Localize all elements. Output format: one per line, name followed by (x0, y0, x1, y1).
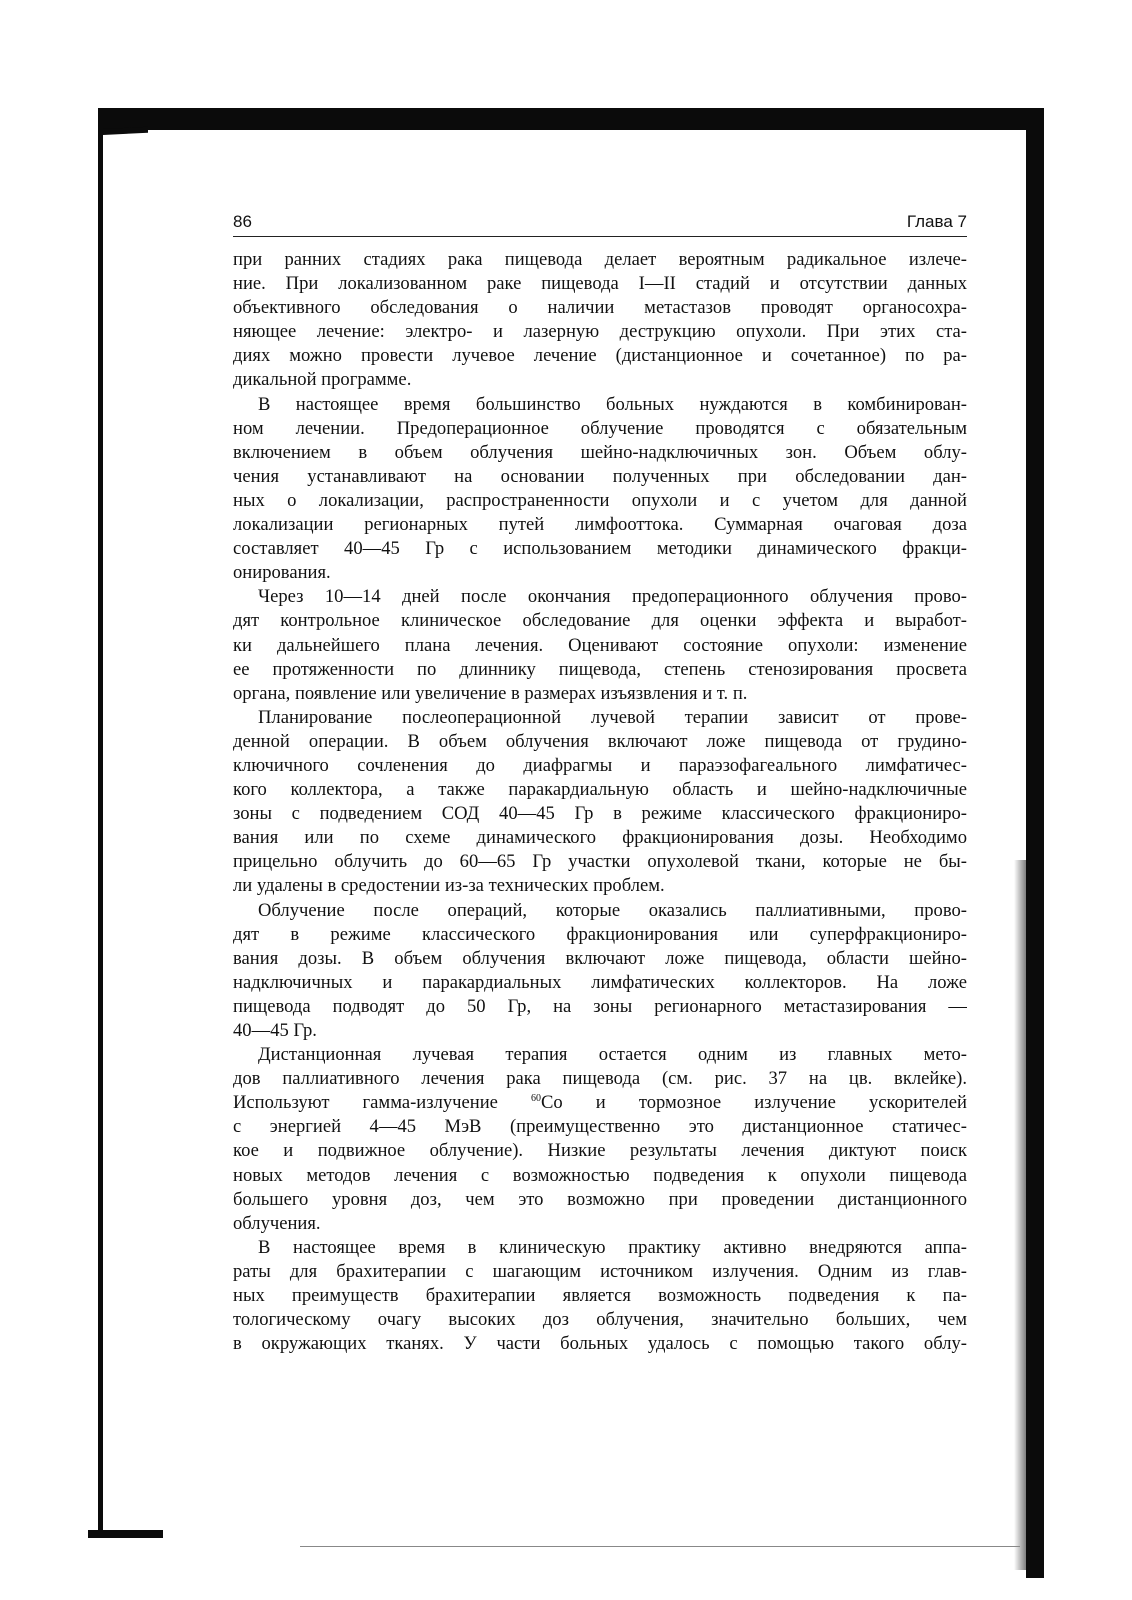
text-line: ных преимуществ брахитерапии является возможность подведения к па- (233, 1285, 967, 1307)
body-text (233, 248, 967, 1356)
isotope-superscript: 60 (531, 1093, 541, 1105)
text-line: онирования. (233, 562, 331, 584)
text-line: денной операции. В объем облучения включают ложе пищевода от грудино- (233, 730, 967, 752)
text-line: дят контрольное клиническое обследование для оценки эффекта и выработ- (233, 610, 967, 632)
text-line: ние. При локализованном раке пищевода I—II стадий и отсутствии данных (233, 273, 967, 295)
paragraph (233, 1043, 967, 1236)
text-line: вания или по схеме динамического фракционирования дозы. Необходимо (233, 827, 967, 849)
text-line: Облучение после операций, которые оказались паллиативными, прово- (258, 899, 967, 921)
text-line: ключичного сочленения до диафрагмы и параэзофагеального лимфатичес- (233, 754, 967, 776)
text-line: дов паллиативного лечения рака пищевода (см. рис. 37 на цв. вклейке). (233, 1068, 967, 1090)
text-line: включением в объем облучения шейно-надключичных зон. Объем облу- (233, 441, 967, 463)
scan-border-right (1026, 108, 1044, 1578)
paragraph (233, 899, 967, 1044)
text-line: локализации регионарных путей лимфооттока. Суммарная очаговая доза (233, 514, 967, 536)
text-line: прицельно облучить до 60—65 Гр участки опухолевой ткани, которые не бы- (233, 851, 967, 873)
text-line: ее протяженности по длиннику пищевода, степень стенозирования просвета (233, 658, 967, 680)
scan-border-notch (98, 127, 148, 136)
text-line: зоны с подведением СОД 40—45 Гр в режиме классического фракциониро- (233, 803, 967, 825)
text-line: Планирование послеоперационной лучевой терапии зависит от прове- (258, 706, 967, 728)
paragraph (233, 393, 967, 586)
page-number: 86 (233, 212, 252, 231)
text-line: кое и подвижное облучение). Низкие результаты лечения диктуют поиск (233, 1140, 967, 1162)
text-line: с энергией 4—45 МэВ (преимущественно это дистанционное статичес- (233, 1116, 967, 1138)
text-line: составляет 40—45 Гр с использованием методики динамического фракци- (233, 538, 967, 560)
text-line: пищевода подводят до 50 Гр, на зоны регионарного метастазирования — (233, 995, 967, 1017)
text-line: надключичных и паракардиальных лимфатических коллекторов. На ложе (233, 971, 967, 993)
text-line: раты для брахитерапии с шагающим источником излучения. Одним из глав- (233, 1260, 967, 1282)
text-line: тологическому очагу высоких доз облучения, значительно больших, чем (233, 1309, 967, 1331)
text-line: ки дальнейшего плана лечения. Оценивают состояние опухоли: изменение (233, 634, 967, 656)
text-line: ном лечении. Предоперационное облучение проводятся с обязательным (233, 417, 967, 439)
text-line: няющее лечение: электро- и лазерную деструкцию опухоли. При этих ста- (233, 321, 967, 343)
scan-border-left (98, 108, 103, 1532)
text-line: Дистанционная лучевая терапия остается одним из главных мето- (258, 1044, 967, 1066)
text-line: при ранних стадиях рака пищевода делает вероятным радикальное излече- (233, 249, 967, 270)
text-line: 40—45 Гр. (233, 1020, 317, 1041)
text-line: Через 10—14 дней после окончания предоперационного облучения прово- (258, 586, 967, 608)
text-line: объективного обследования о наличии метастазов проводят органосохра- (233, 297, 967, 319)
paragraph (233, 585, 967, 705)
text-line: в окружающих тканях. У части больных удалось с помощью такого облу- (233, 1333, 967, 1355)
text-line: диях можно провести лучевое лечение (дистанционное и сочетанное) по ра- (233, 345, 967, 367)
text-line: кого коллектора, а также паракардиальную область и шейно-надключичные (233, 779, 967, 801)
text-line: дикальной программе. (233, 369, 412, 391)
scan-shadow-right (1014, 860, 1026, 1570)
text-line: В настоящее время большинство больных нуждаются в комбинирован- (258, 393, 967, 415)
text-line: органа, появление или увеличение в размерах изъязвления и т. п. (233, 682, 748, 704)
paragraph (233, 706, 967, 899)
paragraph (233, 1236, 967, 1356)
scan-bottom-rule (300, 1546, 1020, 1547)
text-line: облучения. (233, 1212, 321, 1234)
text-line: ли удалены в средостении из-за технических проблем. (233, 875, 665, 897)
text-line: дят в режиме классического фракционирования или суперфракциониро- (233, 923, 967, 945)
text-line: чения устанавливают на основании полученных при обследовании дан- (233, 465, 967, 487)
text-line: большего уровня доз, чем это возможно при проведении дистанционного (233, 1188, 967, 1210)
scan-border-bottom-left (88, 1530, 163, 1538)
paragraph (233, 248, 967, 393)
chapter-title: Глава 7 (906, 212, 967, 231)
text-line: В настоящее время в клиническую практику активно внедряются аппа- (258, 1236, 967, 1258)
running-header (233, 212, 967, 237)
text-line: Используют гамма-излучение $^{60}$Со и тормозное излучение ускорителей (233, 1092, 967, 1114)
scan-border-top (100, 108, 1044, 130)
text-line: вания дозы. В объем облучения включают ложе пищевода, области шейно- (233, 947, 967, 969)
text-line: ных о локализации, распространенности опухоли и с учетом для данной (233, 489, 967, 511)
text-line: новых методов лечения с возможностью подведения к опухоли пищевода (233, 1164, 967, 1186)
